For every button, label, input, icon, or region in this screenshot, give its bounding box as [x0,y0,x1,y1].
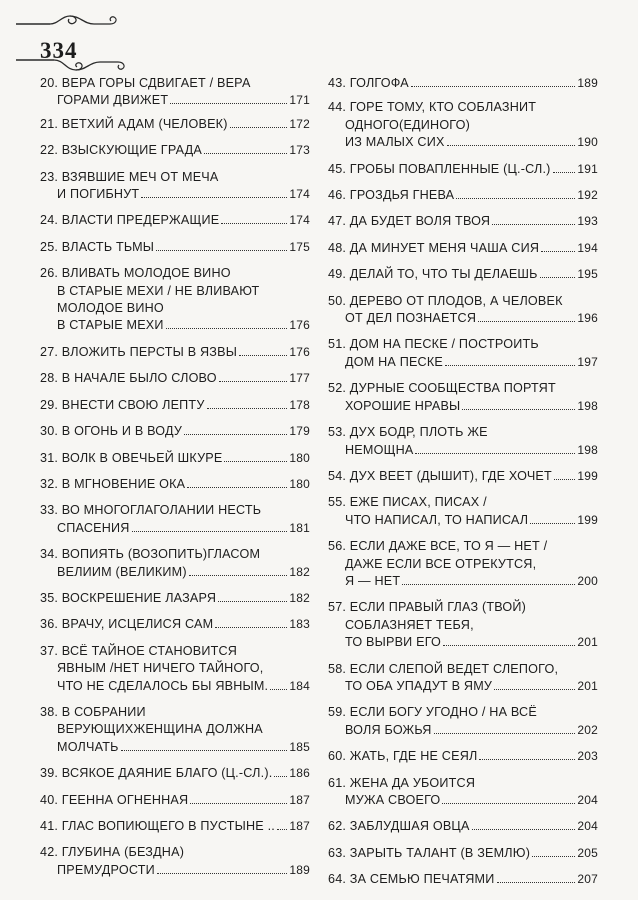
toc-entry[interactable] [40,590,310,607]
toc-entry-text: 22. ВЗЫСКУЮЩИЕ ГРАДА [40,143,202,158]
toc-entry[interactable] [40,818,310,835]
toc-entry[interactable] [328,845,598,862]
toc-entry-text: 50. ДЕРЕВО ОТ ПЛОДОВ, А ЧЕЛОВЕК [328,293,563,308]
toc-entry-text: 63. ЗАРЫТЬ ТАЛАНТ (В ЗЕМЛЮ) [328,845,531,860]
toc-page-number: 199 [577,468,598,483]
toc-entry-text: ОДНОГО(ЕДИНОГО) [345,117,471,132]
toc-entry-text: 20. ВЕРА ГОРЫ СДВИГАЕТ / ВЕРА [40,76,251,90]
toc-page-number: 180 [289,476,310,491]
toc-page-number: 204 [577,793,598,807]
toc-entry-text: 60. ЖАТЬ, ГДЕ НЕ СЕЯЛ [328,749,478,764]
toc-entry[interactable] [40,116,310,133]
toc-page-number: 183 [289,617,310,632]
dot-leader [402,584,575,585]
dot-leader [530,523,575,524]
toc-entry-text: 43. ГОЛГОФА [328,76,409,90]
toc-entry-text: 26. ВЛИВАТЬ МОЛОДОЕ ВИНО [40,266,231,281]
toc-entry-text: 41. ГЛАС ВОПИЮЩЕГО В ПУСТЫНЕ .. [40,819,275,833]
toc-entry-line [328,661,598,678]
toc-entry-line [328,538,598,555]
toc-entry-text: 21. ВЕТХИЙ АДАМ (ЧЕЛОВЕК) [40,116,228,131]
toc-entry[interactable] [40,643,310,695]
toc-entry-text: 44. ГОРЕ ТОМУ, КТО СОБЛАЗНИТ [328,100,537,115]
toc-entry-text: ИЗ МАЛЫХ СИХ [345,135,445,150]
dot-leader [166,328,288,329]
toc-entry-line [40,792,310,809]
dot-leader [411,86,576,87]
toc-entry[interactable] [328,424,598,459]
toc-page-number: 179 [289,424,310,439]
toc-entry[interactable] [40,423,310,440]
dot-leader [221,223,287,224]
toc-entry-text: 59. ЕСЛИ БОГУ УГОДНО / НА ВСЁ [328,705,537,720]
toc-entry-line [328,468,598,485]
toc-entry-line [328,599,598,616]
toc-entry-text: МОЛЧАТЬ [57,739,119,754]
toc-entry-text: 32. В МГНОВЕНИЕ ОКА [40,476,186,491]
toc-entry-text: 49. ДЕЛАЙ ТО, ЧТО ТЫ ДЕЛАЕШЬ [328,267,538,282]
toc-entry-text: 25. ВЛАСТЬ ТЬМЫ [40,239,155,254]
toc-entry-line [328,871,598,888]
toc-entry[interactable] [40,142,310,159]
toc-entry-text: 42. ГЛУБИНА (БЕЗДНА) [40,845,185,860]
toc-entry[interactable] [40,616,310,633]
dot-leader [224,461,287,462]
toc-page-number: 189 [577,76,598,90]
toc-page-number: 191 [577,161,598,176]
toc-entry-line [40,142,310,159]
toc-entry[interactable] [328,661,598,696]
toc-entry[interactable] [328,161,598,178]
dot-leader [121,750,288,751]
toc-page-number: 205 [577,845,598,860]
toc-entry-text: ДАЖЕ ЕСЛИ ВСЕ ОТРЕКУТСЯ, [345,556,537,571]
dot-leader [540,277,576,278]
dot-leader [472,829,576,830]
toc-entry-text: В СТАРЫЕ МЕХИ [57,318,164,333]
toc-entry[interactable] [328,599,598,651]
toc-entry-line [40,75,310,92]
dot-leader [434,733,576,734]
toc-entry-text: ВЕРУЮЩИХЖЕНЩИНА ДОЛЖНА [57,722,263,737]
toc-entry[interactable] [40,397,310,414]
toc-entry-line [40,721,310,738]
toc-entry[interactable] [328,187,598,204]
toc-entry-text: 24. ВЛАСТИ ПРЕДЕРЖАЩИЕ [40,213,220,228]
toc-entry-line [40,169,310,186]
toc-entry-line [40,590,310,607]
dot-leader [132,531,288,532]
toc-entry[interactable] [328,213,598,230]
toc-page-number: 198 [577,398,598,413]
toc-page-number: 195 [577,267,598,282]
toc-entry-line [40,186,310,203]
toc-right-column [328,75,598,889]
toc-entry-line [40,300,310,317]
toc-page-number: 204 [577,819,598,834]
toc-entry-text: 29. ВНЕСТИ СВОЮ ЛЕПТУ [40,397,205,412]
toc-entry-line [40,564,310,581]
dot-leader [270,689,287,690]
toc-entry-line [40,818,310,835]
toc-entry[interactable] [328,99,598,151]
toc-entry-text: 64. ЗА СЕМЬЮ ПЕЧАТЯМИ [328,872,495,887]
toc-page-number: 185 [289,739,310,754]
toc-entry-line [40,546,310,563]
toc-entry-line [328,678,598,695]
toc-entry[interactable] [328,871,598,888]
toc-entry-line [328,310,598,327]
toc-entry[interactable] [328,293,598,328]
toc-entry[interactable] [40,765,310,782]
toc-entry-text: 36. ВРАЧУ, ИСЦЕЛИСЯ САМ [40,617,214,632]
toc-entry[interactable] [328,468,598,485]
toc-entry-text: 56. ЕСЛИ ДАЖЕ ВСЕ, ТО Я — НЕТ / [328,539,548,554]
toc-entry-text: 27. ВЛОЖИТЬ ПЕРСТЫ В ЯЗВЫ [40,344,238,359]
toc-entry-text: 58. ЕСЛИ СЛЕПОЙ ВЕДЕТ СЛЕПОГО, [328,661,559,676]
toc-entry-line [40,344,310,361]
dot-leader [239,355,287,356]
toc-entry-text: И ПОГИБНУТ [57,187,140,202]
toc-page-number: 186 [289,766,310,781]
toc-page-number: 182 [289,590,310,605]
dot-leader [277,829,287,830]
toc-page-number: 174 [289,213,310,228]
toc-entry[interactable] [328,775,598,810]
toc-page-number: 189 [289,862,310,877]
toc-entry-text: Я — НЕТ [345,573,401,588]
dot-leader [442,803,575,804]
toc-entry[interactable] [40,169,310,204]
toc-entry-line [40,116,310,133]
toc-entry-line [328,134,598,151]
toc-page-number: 176 [289,318,310,333]
toc-page-number: 184 [289,678,310,693]
dot-leader [187,487,287,488]
toc-page-number: 192 [577,188,598,203]
toc-page-number: 201 [577,635,598,650]
toc-entry[interactable] [328,266,598,283]
toc-entry[interactable] [40,239,310,256]
toc-entry[interactable] [328,75,598,92]
dot-leader [532,856,575,857]
dot-leader [230,127,288,128]
toc-entry-line [40,239,310,256]
toc-entry[interactable] [40,792,310,809]
dot-leader [190,803,287,804]
toc-page-number: 172 [289,116,310,131]
toc-entry[interactable] [40,546,310,581]
toc-page-number: 193 [577,214,598,229]
toc-entry-line [328,240,598,257]
toc-entry[interactable] [328,748,598,765]
toc-entry-text: 48. ДА МИНУЕТ МЕНЯ ЧАША СИЯ [328,240,540,255]
dot-leader [274,776,287,777]
toc-page-number: 173 [289,143,310,158]
toc-entry-text: ЧТО НАПИСАЛ, ТО НАПИСАЛ [345,512,529,527]
toc-entry-line [40,704,310,721]
toc-entry-text: 23. ВЗЯВШИЕ МЕЧ ОТ МЕЧА [40,169,219,184]
toc-entry-line [40,678,310,695]
toc-page-number: 181 [289,520,310,535]
toc-entry-text: ХОРОШИЕ НРАВЫ [345,398,461,413]
toc-page-number: 196 [577,311,598,326]
dot-leader [189,575,288,576]
toc-entry[interactable] [40,502,310,537]
toc-entry-text: ОТ ДЕЛ ПОЗНАЕТСЯ [345,311,477,326]
toc-entry-line [328,494,598,511]
toc-entry-text: 47. ДА БУДЕТ ВОЛЯ ТВОЯ [328,214,491,229]
toc-entry-line [328,573,598,590]
toc-entry-text: 52. ДУРНЫЕ СООБЩЕСТВА ПОРТЯТ [328,381,556,396]
toc-entry-line [328,704,598,721]
toc-entry-line [40,502,310,519]
dot-leader [447,145,576,146]
toc-entry-text: 62. ЗАБЛУДШАЯ ОВЦА [328,819,470,834]
toc-entry-line [328,161,598,178]
toc-entry-line [328,722,598,739]
toc-entry[interactable] [40,476,310,493]
top-ornament-icon [14,8,124,32]
dot-leader [218,601,287,602]
dot-leader [553,172,576,173]
toc-entry-text: 40. ГЕЕННА ОГНЕННАЯ [40,792,189,807]
toc-page-number: 171 [289,93,310,108]
toc-entry-line [40,92,310,109]
toc-entry-line [328,380,598,397]
toc-entry-line [40,397,310,414]
toc-entry-line [328,617,598,634]
toc-entry[interactable] [40,370,310,387]
toc-page-number: 176 [289,344,310,359]
dot-leader [541,251,575,252]
toc-entry-text: 54. ДУХ ВЕЕТ (ДЫШИТ), ГДЕ ХОЧЕТ [328,468,552,483]
toc-entry-line [40,616,310,633]
toc-entry-text: 39. ВСЯКОЕ ДАЯНИЕ БЛАГО (Ц.-СЛ.). [40,766,273,781]
toc-entry-text: НЕМОЩНА [345,442,414,457]
toc-page-number: 178 [289,397,310,412]
toc-page-number: 177 [289,371,310,386]
toc-entry-text: В СТАРЫЕ МЕХИ / НЕ ВЛИВАЮТ [57,283,260,298]
toc-entry-line [328,117,598,134]
toc-entry-text: 30. В ОГОНЬ И В ВОДУ [40,424,183,439]
page-header [14,8,134,78]
toc-entry[interactable] [328,538,598,590]
dot-leader [157,873,288,874]
toc-entry-text: 57. ЕСЛИ ПРАВЫЙ ГЛАЗ (ТВОЙ) [328,600,527,615]
toc-page-number: 197 [577,354,598,369]
toc-entry-line [328,213,598,230]
toc-entry-line [328,442,598,459]
toc-entry[interactable] [328,380,598,415]
toc-entry-line [40,423,310,440]
toc-entry-text: 53. ДУХ БОДР, ПЛОТЬ ЖЕ [328,425,488,440]
dot-leader [492,224,575,225]
dot-leader [141,197,287,198]
toc-page-number: 180 [289,450,310,465]
toc-entry-line [40,660,310,677]
toc-entry-text: ГОРАМИ ДВИЖЕТ [57,93,169,108]
toc-entry-line [328,266,598,283]
toc-entry-line [40,739,310,756]
toc-entry[interactable] [40,212,310,229]
toc-entry-text: МУЖА СВОЕГО [345,793,441,807]
toc-entry-line [328,818,598,835]
toc-entry-text: МОЛОДОЕ ВИНО [57,301,164,316]
toc-page-number: 174 [289,187,310,202]
dot-leader [170,103,287,104]
toc-page-number: 190 [577,135,598,150]
toc-entry-text: СОБЛАЗНЯЕТ ТЕБЯ, [345,617,474,632]
toc-page-number: 203 [577,749,598,764]
dot-leader [497,882,576,883]
toc-entry-text: 35. ВОСКРЕШЕНИЕ ЛАЗАРЯ [40,590,217,605]
toc-entry-text: ДОМ НА ПЕСКЕ [345,354,443,369]
toc-entry[interactable] [328,494,598,529]
toc-entry-line [40,265,310,282]
toc-entry-text: 31. ВОЛК В ОВЕЧЬЕЙ ШКУРЕ [40,450,223,465]
toc-entry[interactable] [328,336,598,371]
toc-page-number: 187 [289,819,310,833]
toc-page-number: 201 [577,678,598,693]
dot-leader [215,627,287,628]
dot-leader [479,759,575,760]
toc-page-number: 200 [577,573,598,588]
toc-entry-text: СПАСЕНИЯ [57,520,130,535]
toc-entry-line [328,556,598,573]
toc-entry-line [40,844,310,861]
toc-entry-line [40,370,310,387]
toc-entry-text: 28. В НАЧАЛЕ БЫЛО СЛОВО [40,371,217,386]
toc-entry-line [328,775,598,792]
dot-leader [219,381,288,382]
toc-page-number: 182 [289,564,310,579]
dot-leader [554,479,575,480]
dot-leader [207,408,288,409]
toc-entry-line [40,643,310,660]
toc-entry[interactable] [40,344,310,361]
toc-entry-text: 38. В СОБРАНИИ [40,704,146,719]
toc-entry[interactable] [328,818,598,835]
toc-entry-line [328,512,598,529]
toc-entry[interactable] [40,450,310,467]
toc-entry-line [328,748,598,765]
toc-entry-line [40,862,310,879]
toc-page-number: 198 [577,442,598,457]
toc-page-number: 194 [577,240,598,255]
toc-entry-text: ТО ВЫРВИ ЕГО [345,635,442,650]
toc-entry-line [328,293,598,310]
toc-entry-line [40,283,310,300]
dot-leader [462,409,575,410]
dot-leader [456,198,575,199]
dot-leader [494,689,575,690]
toc-entry-line [328,336,598,353]
toc-entry-line [40,520,310,537]
toc-page-number: 202 [577,722,598,737]
toc-entry-line [328,792,598,809]
toc-entry[interactable] [40,704,310,756]
toc-entry-text: ПРЕМУДРОСТИ [57,862,155,877]
toc-entry-line [328,845,598,862]
toc-entry-text: 61. ЖЕНА ДА УБОИТСЯ [328,775,476,790]
toc-entry-text: 45. ГРОБЫ ПОВАПЛЕННЫЕ (Ц.-СЛ.) [328,161,551,176]
toc-left-column [40,75,310,879]
toc-entry[interactable] [40,844,310,879]
toc-entry-text: ЯВНЫМ /НЕТ НИЧЕГО ТАЙНОГО, [57,661,264,676]
toc-entry-line [328,634,598,651]
toc-page-number: 187 [289,792,310,807]
toc-entry-text: 34. ВОПИЯТЬ (ВОЗОПИТЬ)ГЛАСОМ [40,547,261,562]
toc-entry-line [328,424,598,441]
toc-entry[interactable] [328,240,598,257]
dot-leader [415,453,575,454]
toc-entry-line [328,354,598,371]
page-number: 334 [40,38,78,63]
toc-page-number: 199 [577,512,598,527]
toc-entry[interactable] [40,75,310,110]
toc-entry-line [40,765,310,782]
toc-entry-text: 51. ДОМ НА ПЕСКЕ / ПОСТРОИТЬ [328,337,539,352]
toc-entry-text: 55. ЕЖЕ ПИСАХ, ПИСАХ / [328,495,487,510]
toc-page-number: 175 [289,239,310,254]
toc-page-number: 207 [577,872,598,887]
dot-leader [478,321,575,322]
toc-entry-line [40,212,310,229]
toc-entry-text: ТО ОБА УПАДУТ В ЯМУ [345,678,493,693]
toc-entry[interactable] [328,704,598,739]
toc-entry[interactable] [40,265,310,335]
toc-entry-line [40,476,310,493]
dot-leader [445,365,575,366]
toc-entry-line [328,99,598,116]
toc-entry-text: 33. ВО МНОГОГЛАГОЛАНИИ НЕСТЬ [40,503,262,518]
toc-entry-text: ВЕЛИИМ (ВЕЛИКИМ) [57,564,187,579]
toc-entry-line [328,75,598,92]
toc-entry-line [40,450,310,467]
dot-leader [204,153,287,154]
toc-entry-text: ЧТО НЕ СДЕЛАЛОСЬ БЫ ЯВНЫМ. [57,678,269,693]
toc-entry-line [40,317,310,334]
dot-leader [156,250,287,251]
toc-entry-text: ВОЛЯ БОЖЬЯ [345,722,432,737]
dot-leader [184,434,287,435]
dot-leader [443,645,575,646]
toc-entry-line [328,187,598,204]
toc-entry-text: 37. ВСЁ ТАЙНОЕ СТАНОВИТСЯ [40,643,238,658]
toc-entry-line [328,398,598,415]
toc-entry-text: 46. ГРОЗДЬЯ ГНЕВА [328,188,455,203]
